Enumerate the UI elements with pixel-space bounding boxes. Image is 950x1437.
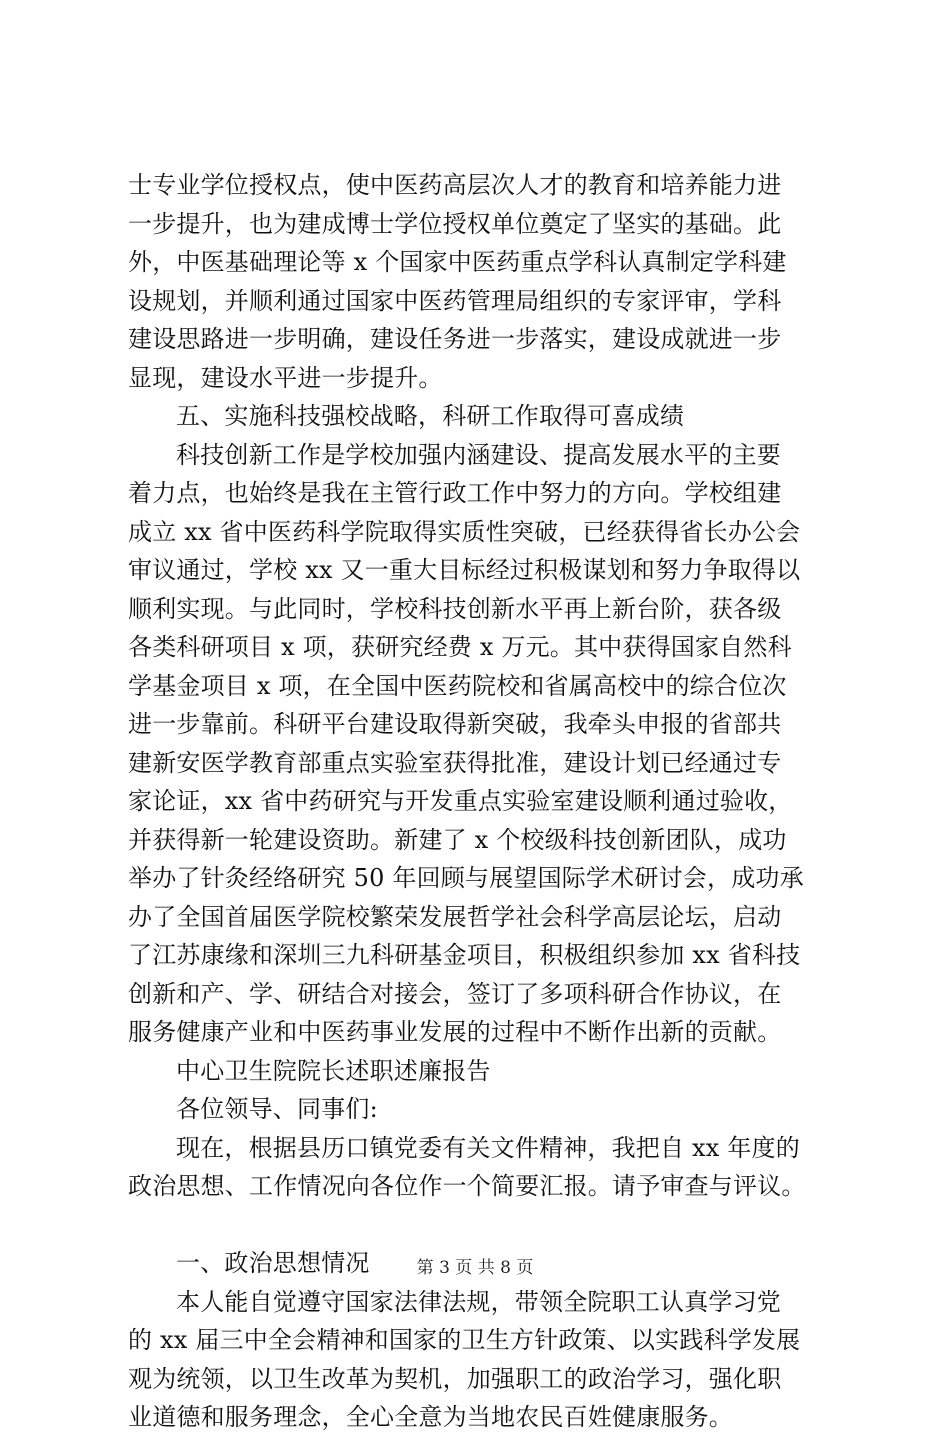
text-line: 外，中医基础理论等 x 个国家中医药重点学科认真制定学科建 [128,248,787,276]
text-line: 建设思路进一步明确，建设任务进一步落实，建设成就进一步 [128,325,782,353]
text-line: 各类科研项目 x 项，获研究经费 x 万元。其中获得国家自然科 [128,633,792,661]
text-line: 进一步靠前。科研平台建设取得新突破，我牵头申报的省部共 [128,710,782,738]
text-line: 服务健康产业和中医药事业发展的过程中不断作出新的贡献。 [128,1018,782,1046]
text-line: 审议通过，学校 xx 又一重大目标经过积极谋划和努力争取得以 [128,556,801,584]
section-heading: 一、政治思想情况 [176,1249,370,1277]
text-line: 并获得新一轮建设资助。新建了 x 个校级科技创新团队，成功 [128,825,787,854]
text-line: 的 xx 届三中全会精神和国家的卫生方针政策、以实践科学发展 [128,1326,801,1354]
blank-line [128,1206,843,1245]
text-line: 了江苏康缘和深圳三九科研基金项目，积极组织参加 xx 省科技 [128,941,801,969]
text-line: 顺利实现。与此同时，学校科技创新水平再上新台阶，获各级 [128,594,782,623]
text-line: 建新安医学教育部重点实验室获得批准，建设计划已经通过专 [128,748,782,777]
text-line: 着力点，也始终是我在主管行政工作中努力的方向。学校组建 [128,479,782,507]
salutation: 各位领导、同事们: [176,1095,378,1123]
text-line: 家论证，xx 省中药研究与开发重点实验室建设顺利通过验收， [128,787,793,815]
text-line: 政治思想、工作情况向各位作一个简要汇报。请予审查与评议。 [128,1172,806,1200]
text-line: 现在，根据县历口镇党委有关文件精神，我把自 xx 年度的 [176,1133,800,1162]
text-line: 士专业学位授权点，使中医药高层次人才的教育和培养能力进 [128,171,782,199]
page-number-footer: 第 3 页 共 8 页 [416,1258,534,1278]
text-line: 成立 xx 省中医药科学院取得实质性突破，已经获得省长办公会 [128,517,801,546]
section-heading: 五、实施科技强校战略，科研工作取得可喜成绩 [176,402,685,430]
text-line: 科技创新工作是学校加强内涵建设、提高发展水平的主要 [176,440,781,469]
text-line: 本人能自觉遵守国家法律法规，带领全院职工认真学习党 [176,1287,781,1316]
text-line: 业道德和服务理念，全心全意为当地农民百姓健康服务。 [128,1403,733,1431]
text-line: 学基金项目 x 项，在全国中医药院校和省属高校中的综合位次 [128,671,787,700]
text-line: 一步提升，也为建成博士学位授权单位奠定了坚实的基础。此 [128,209,782,238]
text-line: 举办了针灸经络研究 50 年回顾与展望国际学术研讨会，成功承 [128,864,804,892]
text-line: 创新和产、学、研结合对接会，签订了多项科研合作协议，在 [128,979,782,1008]
body-text [128,166,843,1437]
text-line: 设规划，并顺利通过国家中医药管理局组织的专家评审，学科 [128,286,782,315]
text-line: 办了全国首届医学院校繁荣发展哲学社会科学高层论坛，启动 [128,902,782,931]
report-title: 中心卫生院院长述职述廉报告 [176,1056,491,1085]
text-line: 观为统领，以卫生改革为契机，加强职工的政治学习，强化职 [128,1364,782,1393]
text-line: 显现，建设水平进一步提升。 [128,363,443,392]
